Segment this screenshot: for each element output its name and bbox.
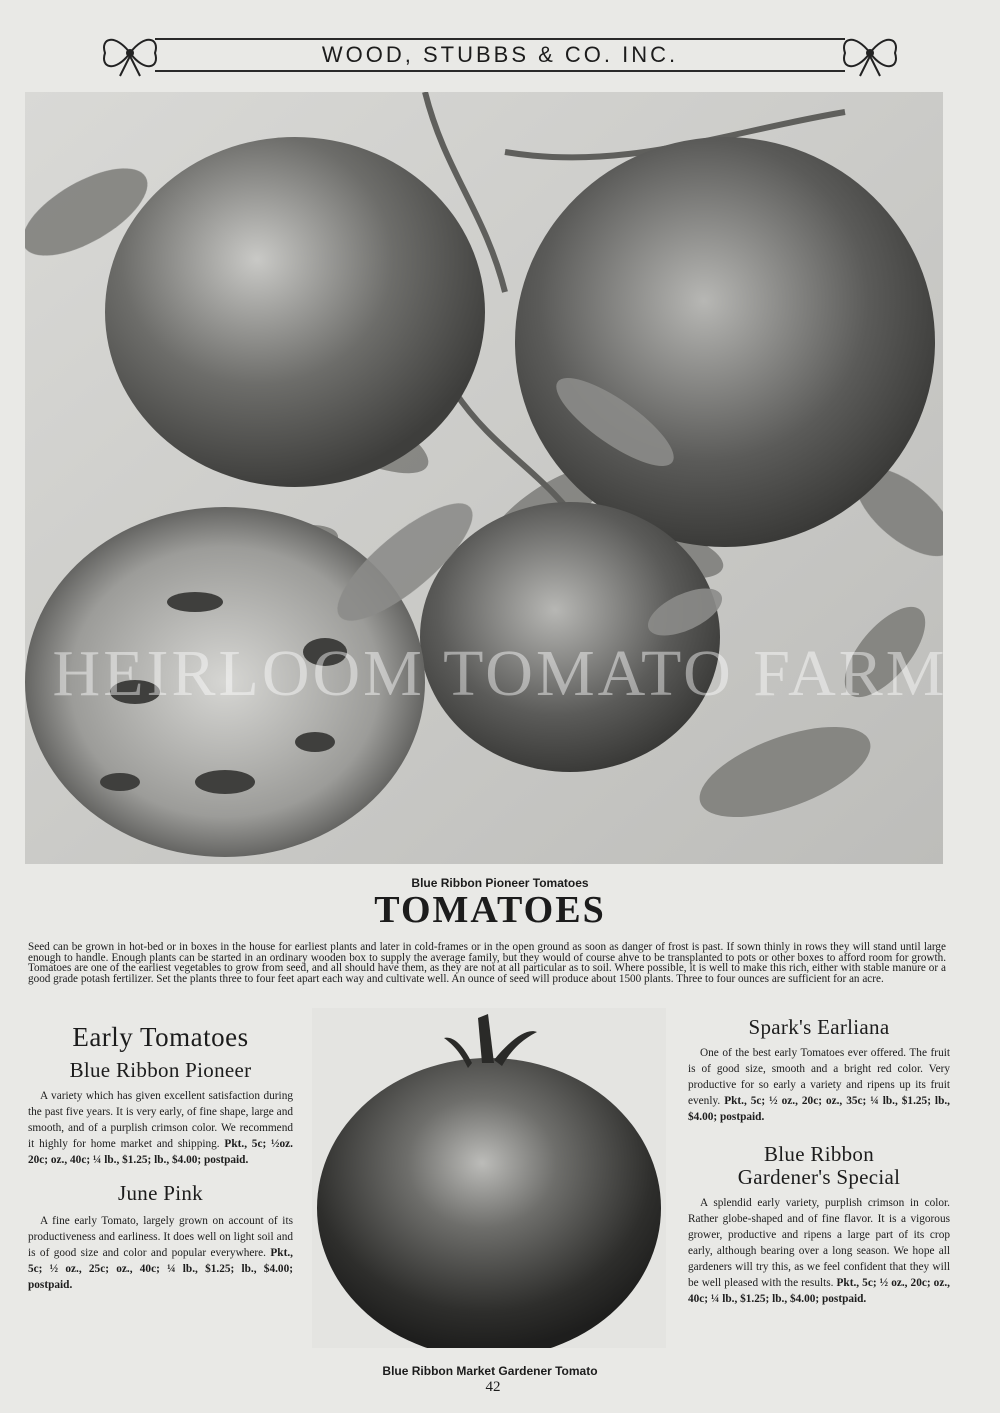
variety-name: Spark's Earliana (748, 1015, 890, 1039)
variety-name: June Pink (118, 1181, 203, 1205)
page-number: 42 (485, 1379, 501, 1395)
description-text: A variety which has given excellent satisfaction during the past five years. It is very early, of fine shape, large and smooth, and of a purplish crimson color. We recommend it highly for home market and shipping. (28, 1090, 293, 1150)
variety-description (28, 1088, 293, 1168)
price-text: Pkt., 5c; ½oz. 20c; oz., 40c; ¼ lb., $1.25; lb., $4.00; postpaid. (28, 1138, 293, 1166)
variety-name-line2: Gardener's Special (737, 1165, 901, 1189)
bottom-photo-caption: Blue Ribbon Market Gardener Tomato (382, 1364, 598, 1378)
description-text: A splendid early variety, purplish crimson in color. Rather globe-shaped and of fine flavor. It is a vigorous grower, productive and ripens a large part of its crop early, although bearing over a long season. We hope all gardeners will try this, as we feel confident that they will be well pleased with the results. (688, 1197, 950, 1289)
tomato-cluster-photo (25, 92, 943, 864)
section-heading: Early Tomatoes (72, 1022, 249, 1052)
variety-description (688, 1045, 950, 1125)
description-text: A fine early Tomato, largely grown on account of its productiveness and earliness. It does well on light soil and is of good size and color and popular everywhere. (28, 1215, 293, 1259)
company-name: WOOD, STUBBS & CO. INC. (155, 38, 845, 72)
description-text: One of the best early Tomatoes ever offered. The fruit is of good size, smooth and a bright red color. Very productive for so early a variety and ripens up its fruit evenly. (688, 1047, 950, 1107)
watermark-text: HEIRLOOM TOMATO FARM (52, 637, 948, 710)
intro-paragraph: Seed can be grown in hot-bed or in boxes in the house for earliest plants and later in cold-frames or in the open ground as soon as danger of frost is past. If sown thinly in rows they will stand until large enough to handle. Enough plants can be started in an ordinary wooden box to supply the average family, but they would of course ahve to be transplanted to pots or other boxes to afford room for growth. Tomatoes are one of the earliest vegetables to grow from seed, and all should have them, as they are not at all particular as to soil. Where possible, it is well to make this rich, either with stable manure or a good grade potash fertilizer. Set the plants three to four feet apart each way and cultivate well. An ounce of seed will produce about 1500 plants. Three to four ounces are sufficient for an acre. (28, 941, 946, 985)
ribbon-bow-icon (835, 28, 905, 78)
variety-description (28, 1213, 293, 1293)
right-column (688, 1016, 950, 1307)
variety-name-line1: Blue Ribbon (763, 1142, 875, 1166)
market-gardener-tomato-photo (312, 1008, 666, 1348)
header-banner (95, 28, 905, 78)
left-column (28, 1022, 293, 1293)
variety-description (688, 1195, 950, 1307)
top-photo-caption: Blue Ribbon Pioneer Tomatoes (411, 876, 589, 890)
variety-name: Blue Ribbon Pioneer (69, 1058, 252, 1082)
price-text: Pkt., 5c; ½ oz., 20c; oz., 35c; ¼ lb., $1.25; lb., $4.00; postpaid. (688, 1095, 951, 1123)
page-title: TOMATOES (374, 889, 606, 931)
price-text: Pkt., 5c; ½ oz., 20c; oz., 40c; ¼ lb., $1.25; lb., $4.00; postpaid. (688, 1277, 950, 1305)
price-text: Pkt., 5c; ½ oz., 25c; oz., 40c; ¼ lb., $1.25; lb., $4.00; postpaid. (28, 1247, 294, 1291)
